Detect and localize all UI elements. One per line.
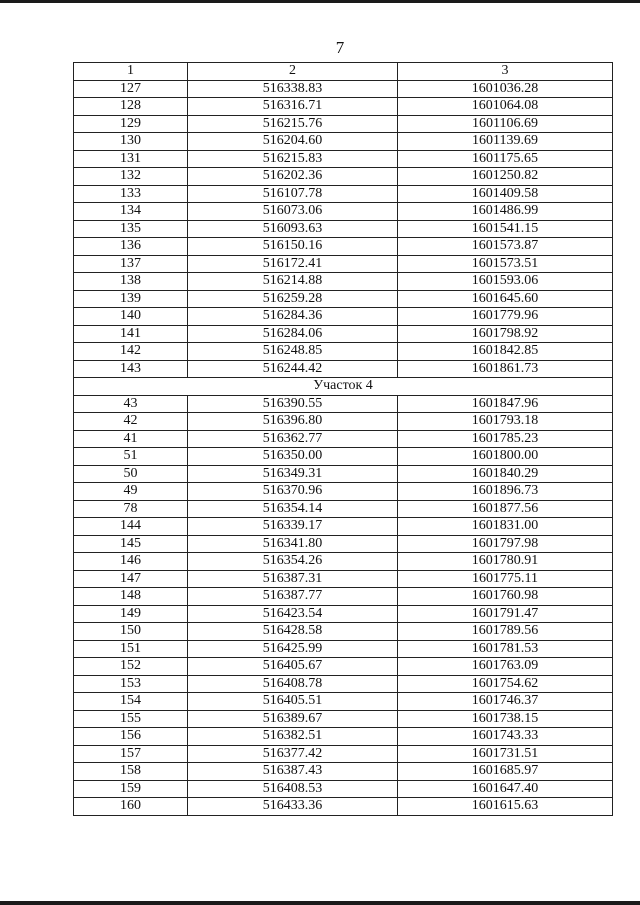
point-number-cell: 41 [74, 430, 188, 448]
point-number-cell: 135 [74, 220, 188, 238]
x-coordinate-cell: 516396.80 [188, 413, 398, 431]
table-row [74, 448, 613, 466]
table-row [74, 133, 613, 151]
point-number-cell: 140 [74, 308, 188, 326]
y-coordinate-cell: 1601593.06 [398, 273, 613, 291]
column-header-y: 3 [398, 63, 613, 81]
section-title-row [74, 378, 613, 396]
column-header-x: 2 [188, 63, 398, 81]
table-row [74, 500, 613, 518]
y-coordinate-cell: 1601798.92 [398, 325, 613, 343]
y-coordinate-cell: 1601573.51 [398, 255, 613, 273]
x-coordinate-cell: 516204.60 [188, 133, 398, 151]
y-coordinate-cell: 1601738.15 [398, 710, 613, 728]
y-coordinate-cell: 1601175.65 [398, 150, 613, 168]
table-row [74, 675, 613, 693]
point-number-cell: 156 [74, 728, 188, 746]
table-row [74, 150, 613, 168]
y-coordinate-cell: 1601763.09 [398, 658, 613, 676]
point-number-cell: 130 [74, 133, 188, 151]
table-row [74, 273, 613, 291]
page-number: 7 [335, 38, 345, 57]
point-number-cell: 147 [74, 570, 188, 588]
y-coordinate-cell: 1601064.08 [398, 98, 613, 116]
x-coordinate-cell: 516433.36 [188, 798, 398, 816]
coordinates-table-body [74, 63, 613, 816]
table-row [74, 168, 613, 186]
table-row [74, 535, 613, 553]
table-row [74, 220, 613, 238]
y-coordinate-cell: 1601789.56 [398, 623, 613, 641]
x-coordinate-cell: 516370.96 [188, 483, 398, 501]
y-coordinate-cell: 1601847.96 [398, 395, 613, 413]
y-coordinate-cell: 1601793.18 [398, 413, 613, 431]
x-coordinate-cell: 516202.36 [188, 168, 398, 186]
table-row [74, 640, 613, 658]
point-number-cell: 136 [74, 238, 188, 256]
y-coordinate-cell: 1601775.11 [398, 570, 613, 588]
point-number-cell: 138 [74, 273, 188, 291]
coordinates-table [73, 62, 613, 816]
point-number-cell: 153 [74, 675, 188, 693]
x-coordinate-cell: 516390.55 [188, 395, 398, 413]
y-coordinate-cell: 1601746.37 [398, 693, 613, 711]
point-number-cell: 49 [74, 483, 188, 501]
table-row [74, 203, 613, 221]
table-row [74, 115, 613, 133]
scan-edge-top [0, 0, 640, 3]
y-coordinate-cell: 1601409.58 [398, 185, 613, 203]
scan-edge-bottom [0, 901, 640, 905]
table-row [74, 553, 613, 571]
y-coordinate-cell: 1601685.97 [398, 763, 613, 781]
point-number-cell: 128 [74, 98, 188, 116]
table-row [74, 745, 613, 763]
table-row [74, 588, 613, 606]
x-coordinate-cell: 516425.99 [188, 640, 398, 658]
y-coordinate-cell: 1601573.87 [398, 238, 613, 256]
point-number-cell: 144 [74, 518, 188, 536]
y-coordinate-cell: 1601645.60 [398, 290, 613, 308]
table-row [74, 255, 613, 273]
point-number-cell: 132 [74, 168, 188, 186]
point-number-cell: 131 [74, 150, 188, 168]
x-coordinate-cell: 516073.06 [188, 203, 398, 221]
x-coordinate-cell: 516350.00 [188, 448, 398, 466]
x-coordinate-cell: 516349.31 [188, 465, 398, 483]
y-coordinate-cell: 1601106.69 [398, 115, 613, 133]
x-coordinate-cell: 516150.16 [188, 238, 398, 256]
y-coordinate-cell: 1601760.98 [398, 588, 613, 606]
table-row [74, 465, 613, 483]
point-number-cell: 50 [74, 465, 188, 483]
y-coordinate-cell: 1601743.33 [398, 728, 613, 746]
x-coordinate-cell: 516408.53 [188, 780, 398, 798]
point-number-cell: 149 [74, 605, 188, 623]
point-number-cell: 133 [74, 185, 188, 203]
table-row [74, 413, 613, 431]
x-coordinate-cell: 516405.51 [188, 693, 398, 711]
point-number-cell: 152 [74, 658, 188, 676]
table-row [74, 570, 613, 588]
point-number-cell: 78 [74, 500, 188, 518]
x-coordinate-cell: 516107.78 [188, 185, 398, 203]
table-row [74, 518, 613, 536]
x-coordinate-cell: 516405.67 [188, 658, 398, 676]
table-row [74, 728, 613, 746]
column-header-point-number: 1 [74, 63, 188, 81]
x-coordinate-cell: 516215.83 [188, 150, 398, 168]
table-row [74, 693, 613, 711]
x-coordinate-cell: 516259.28 [188, 290, 398, 308]
table-row [74, 185, 613, 203]
table-header-row [74, 63, 613, 81]
table-row [74, 780, 613, 798]
x-coordinate-cell: 516354.26 [188, 553, 398, 571]
x-coordinate-cell: 516387.77 [188, 588, 398, 606]
section-title: Участок 4 [74, 378, 613, 396]
table-row [74, 395, 613, 413]
x-coordinate-cell: 516215.76 [188, 115, 398, 133]
table-row [74, 710, 613, 728]
table-row [74, 360, 613, 378]
point-number-cell: 43 [74, 395, 188, 413]
x-coordinate-cell: 516389.67 [188, 710, 398, 728]
x-coordinate-cell: 516316.71 [188, 98, 398, 116]
x-coordinate-cell: 516284.06 [188, 325, 398, 343]
table-row [74, 325, 613, 343]
x-coordinate-cell: 516244.42 [188, 360, 398, 378]
point-number-cell: 51 [74, 448, 188, 466]
point-number-cell: 134 [74, 203, 188, 221]
x-coordinate-cell: 516423.54 [188, 605, 398, 623]
table-row [74, 98, 613, 116]
point-number-cell: 160 [74, 798, 188, 816]
point-number-cell: 42 [74, 413, 188, 431]
point-number-cell: 151 [74, 640, 188, 658]
table-row [74, 605, 613, 623]
point-number-cell: 146 [74, 553, 188, 571]
x-coordinate-cell: 516339.17 [188, 518, 398, 536]
table-row [74, 343, 613, 361]
point-number-cell: 155 [74, 710, 188, 728]
x-coordinate-cell: 516408.78 [188, 675, 398, 693]
x-coordinate-cell: 516341.80 [188, 535, 398, 553]
x-coordinate-cell: 516248.85 [188, 343, 398, 361]
y-coordinate-cell: 1601754.62 [398, 675, 613, 693]
y-coordinate-cell: 1601842.85 [398, 343, 613, 361]
point-number-cell: 159 [74, 780, 188, 798]
x-coordinate-cell: 516338.83 [188, 80, 398, 98]
y-coordinate-cell: 1601541.15 [398, 220, 613, 238]
y-coordinate-cell: 1601877.56 [398, 500, 613, 518]
y-coordinate-cell: 1601791.47 [398, 605, 613, 623]
y-coordinate-cell: 1601780.91 [398, 553, 613, 571]
table-row [74, 80, 613, 98]
table-row [74, 308, 613, 326]
x-coordinate-cell: 516362.77 [188, 430, 398, 448]
table-row [74, 238, 613, 256]
x-coordinate-cell: 516382.51 [188, 728, 398, 746]
point-number-cell: 154 [74, 693, 188, 711]
x-coordinate-cell: 516214.88 [188, 273, 398, 291]
point-number-cell: 141 [74, 325, 188, 343]
y-coordinate-cell: 1601779.96 [398, 308, 613, 326]
y-coordinate-cell: 1601731.51 [398, 745, 613, 763]
x-coordinate-cell: 516172.41 [188, 255, 398, 273]
y-coordinate-cell: 1601797.98 [398, 535, 613, 553]
point-number-cell: 150 [74, 623, 188, 641]
table-row [74, 483, 613, 501]
point-number-cell: 145 [74, 535, 188, 553]
table-row [74, 763, 613, 781]
point-number-cell: 129 [74, 115, 188, 133]
x-coordinate-cell: 516428.58 [188, 623, 398, 641]
y-coordinate-cell: 1601861.73 [398, 360, 613, 378]
y-coordinate-cell: 1601800.00 [398, 448, 613, 466]
point-number-cell: 158 [74, 763, 188, 781]
y-coordinate-cell: 1601785.23 [398, 430, 613, 448]
x-coordinate-cell: 516284.36 [188, 308, 398, 326]
point-number-cell: 143 [74, 360, 188, 378]
point-number-cell: 148 [74, 588, 188, 606]
point-number-cell: 137 [74, 255, 188, 273]
table-row [74, 290, 613, 308]
y-coordinate-cell: 1601840.29 [398, 465, 613, 483]
y-coordinate-cell: 1601647.40 [398, 780, 613, 798]
table-row [74, 623, 613, 641]
table-row [74, 798, 613, 816]
point-number-cell: 127 [74, 80, 188, 98]
y-coordinate-cell: 1601036.28 [398, 80, 613, 98]
x-coordinate-cell: 516387.43 [188, 763, 398, 781]
table-row [74, 658, 613, 676]
x-coordinate-cell: 516093.63 [188, 220, 398, 238]
y-coordinate-cell: 1601831.00 [398, 518, 613, 536]
point-number-cell: 157 [74, 745, 188, 763]
point-number-cell: 142 [74, 343, 188, 361]
y-coordinate-cell: 1601486.99 [398, 203, 613, 221]
y-coordinate-cell: 1601781.53 [398, 640, 613, 658]
y-coordinate-cell: 1601896.73 [398, 483, 613, 501]
table-row [74, 430, 613, 448]
x-coordinate-cell: 516387.31 [188, 570, 398, 588]
y-coordinate-cell: 1601139.69 [398, 133, 613, 151]
point-number-cell: 139 [74, 290, 188, 308]
x-coordinate-cell: 516377.42 [188, 745, 398, 763]
x-coordinate-cell: 516354.14 [188, 500, 398, 518]
y-coordinate-cell: 1601615.63 [398, 798, 613, 816]
y-coordinate-cell: 1601250.82 [398, 168, 613, 186]
